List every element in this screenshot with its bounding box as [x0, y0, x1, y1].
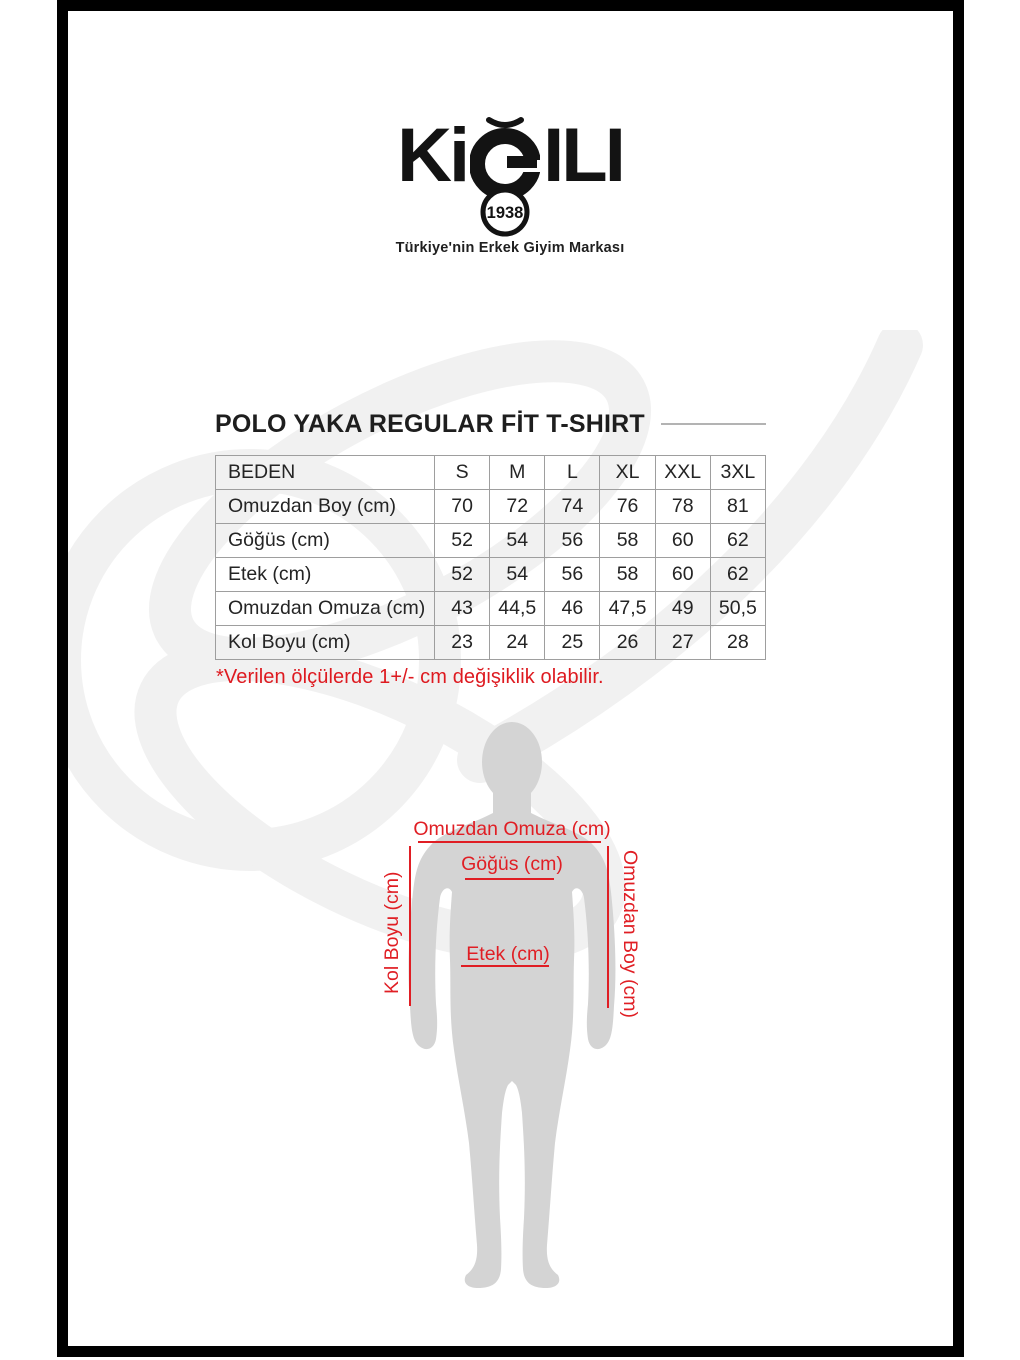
wordmark-right: ILI — [543, 113, 623, 198]
row-label: Omuzdan Boy (cm) — [216, 490, 435, 524]
brand-tagline: Türkiye'nin Erkek Giyim Markası — [395, 240, 625, 256]
table-header-row — [216, 456, 766, 490]
size-value: 72 — [490, 490, 545, 524]
row-label: Kol Boyu (cm) — [216, 626, 435, 660]
size-value: 28 — [710, 626, 765, 660]
hem-label: Etek (cm) — [466, 943, 550, 965]
brand-logo — [0, 112, 1020, 256]
size-table — [215, 455, 766, 660]
tolerance-note: *Verilen ölçülerde 1+/- cm değişiklik olabilir. — [216, 666, 604, 688]
size-value: 58 — [600, 524, 655, 558]
size-value: 78 — [655, 490, 710, 524]
brand-wordmark — [397, 112, 623, 252]
shoulder-width-line — [418, 841, 601, 843]
size-chart-header — [215, 408, 766, 440]
size-value: 62 — [710, 524, 765, 558]
row-label: Göğüs (cm) — [216, 524, 435, 558]
size-value: 60 — [655, 558, 710, 592]
chart-title: POLO YAKA REGULAR FİT T-SHIRT — [215, 409, 645, 438]
col-header-m: M — [490, 456, 545, 490]
size-value: 76 — [600, 490, 655, 524]
col-header-l: L — [545, 456, 600, 490]
table-row — [216, 592, 766, 626]
size-value: 74 — [545, 490, 600, 524]
table-row — [216, 524, 766, 558]
size-value: 54 — [490, 558, 545, 592]
sleeve-measure-line — [409, 846, 411, 1006]
col-header-3xl: 3XL — [710, 456, 765, 490]
size-value: 43 — [435, 592, 490, 626]
size-value: 46 — [545, 592, 600, 626]
size-value: 56 — [545, 524, 600, 558]
est-year-badge: 1938 — [486, 204, 524, 222]
size-value: 60 — [655, 524, 710, 558]
size-value: 24 — [490, 626, 545, 660]
size-value: 25 — [545, 626, 600, 660]
size-value: 56 — [545, 558, 600, 592]
size-value: 23 — [435, 626, 490, 660]
wordmark-left: Ki — [397, 113, 468, 198]
size-value: 52 — [435, 524, 490, 558]
sleeve-label: Kol Boyu (cm) — [381, 871, 403, 995]
row-label: Omuzdan Omuza (cm) — [216, 592, 435, 626]
row-label: Etek (cm) — [216, 558, 435, 592]
size-value: 70 — [435, 490, 490, 524]
table-row — [216, 490, 766, 524]
chest-line — [465, 878, 554, 880]
shoulder-length-measure-line — [607, 846, 609, 1008]
size-value: 49 — [655, 592, 710, 626]
col-header-s: S — [435, 456, 490, 490]
shoulder-width-label: Omuzdan Omuza (cm) — [413, 818, 611, 840]
size-value: 44,5 — [490, 592, 545, 626]
size-value: 26 — [600, 626, 655, 660]
table-row — [216, 558, 766, 592]
size-value: 50,5 — [710, 592, 765, 626]
g-monogram-icon — [470, 112, 540, 250]
title-rule — [661, 423, 766, 425]
size-value: 52 — [435, 558, 490, 592]
size-value: 81 — [710, 490, 765, 524]
shoulder-length-label: Omuzdan Boy (cm) — [619, 850, 641, 1018]
col-header-xxl: XXL — [655, 456, 710, 490]
col-header-xl: XL — [600, 456, 655, 490]
size-value: 47,5 — [600, 592, 655, 626]
col-header-beden: BEDEN — [216, 456, 435, 490]
hem-line — [461, 965, 549, 967]
size-value: 62 — [710, 558, 765, 592]
size-value: 58 — [600, 558, 655, 592]
chest-label: Göğüs (cm) — [461, 853, 563, 875]
size-value: 54 — [490, 524, 545, 558]
size-value: 27 — [655, 626, 710, 660]
table-row — [216, 626, 766, 660]
